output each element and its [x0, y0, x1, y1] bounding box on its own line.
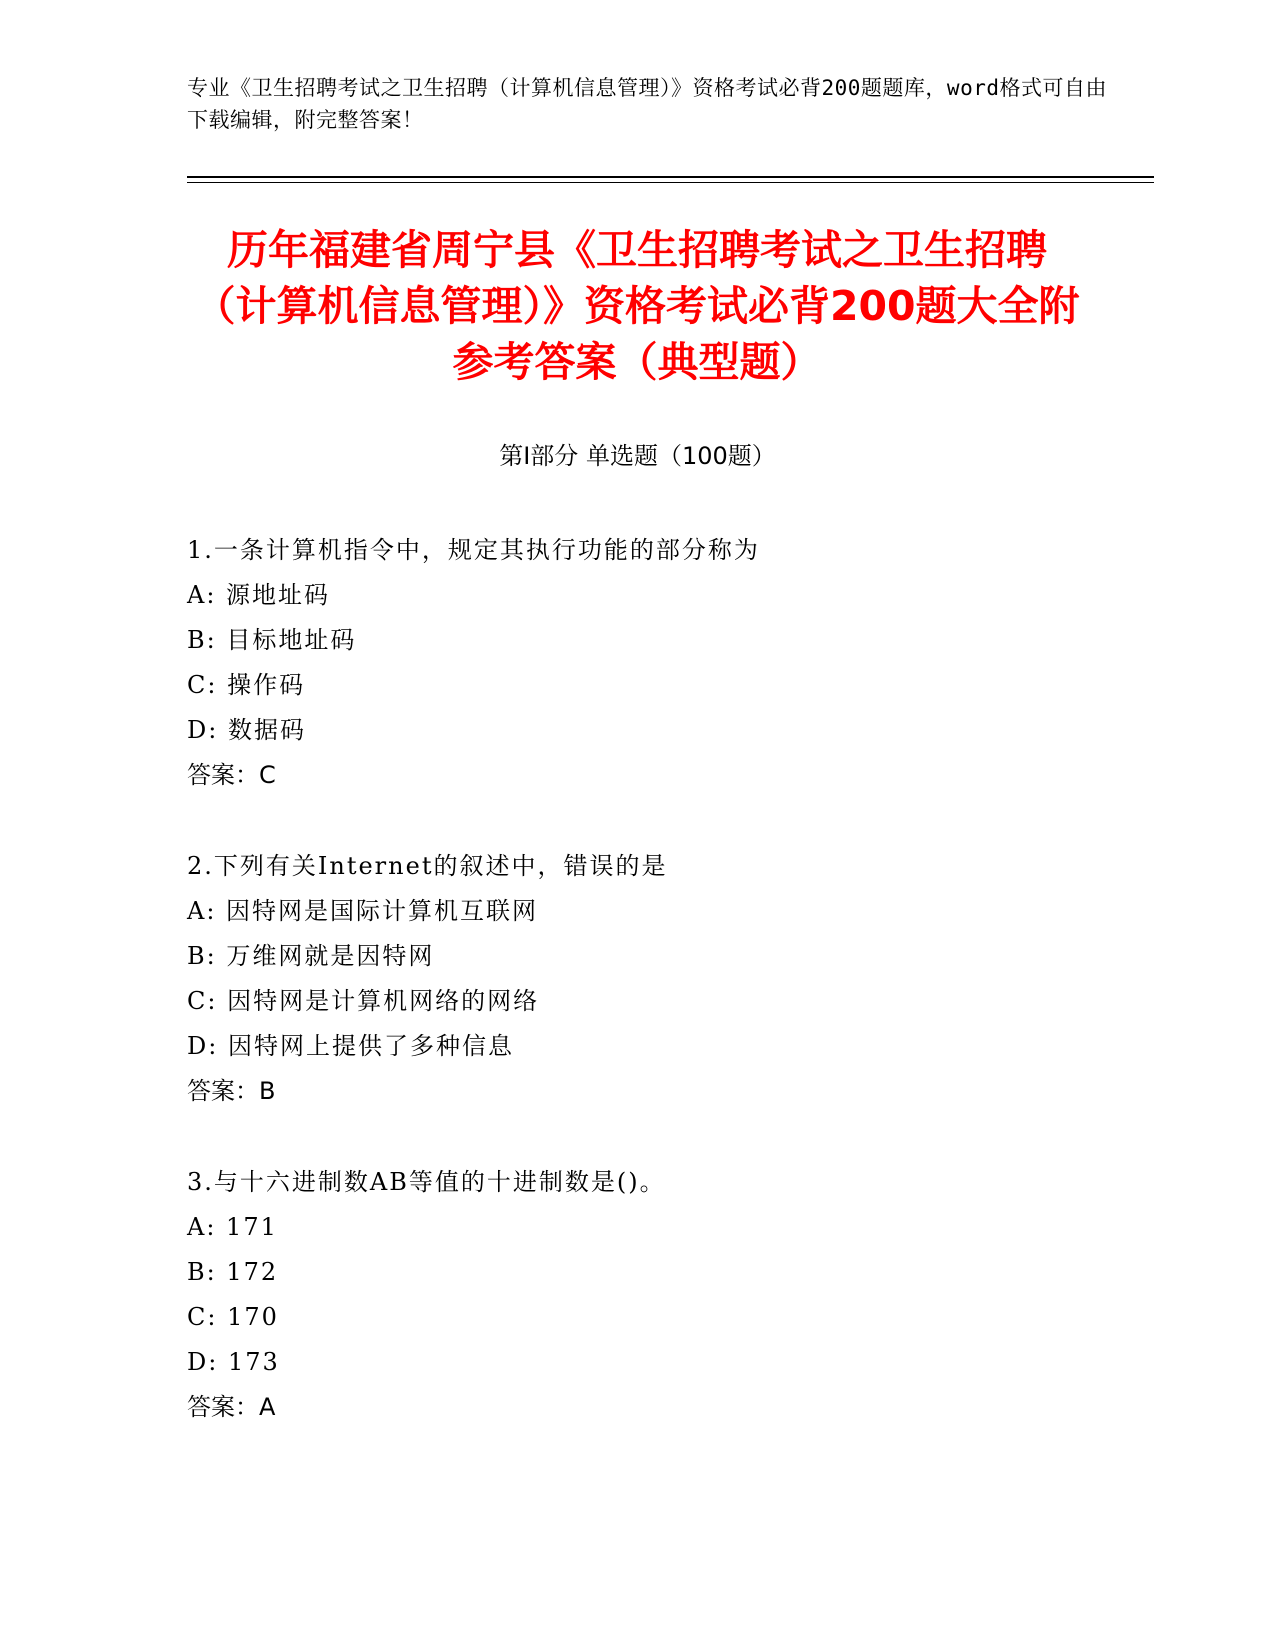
- option-b: B: 万维网就是因特网: [187, 942, 435, 970]
- header-note: 专业《卫生招聘考试之卫生招聘（计算机信息管理）》资格考试必背200题题库，word格式可自由下载编辑，附完整答案！: [187, 76, 1107, 132]
- question-item: [187, 1160, 1137, 1430]
- section-title: 第Ⅰ部分 单选题（100题）: [499, 442, 776, 470]
- question-stem: 2.下列有关Internet的叙述中，错误的是: [187, 852, 668, 880]
- option-a: A: 171: [187, 1213, 278, 1241]
- option-d: D: 因特网上提供了多种信息: [187, 1032, 514, 1060]
- option-d: D: 173: [187, 1348, 280, 1376]
- answer-line: 答案：B: [187, 1077, 276, 1105]
- option-c: C: 操作码: [187, 671, 306, 699]
- answer-line: 答案：A: [187, 1393, 276, 1421]
- option-a: A: 源地址码: [187, 581, 331, 609]
- option-a: A: 因特网是国际计算机互联网: [187, 897, 539, 925]
- answer-line: 答案：C: [187, 761, 276, 789]
- header-divider-thin: [187, 182, 1154, 183]
- question-item: [187, 528, 1137, 798]
- option-c: C: 因特网是计算机网络的网络: [187, 987, 540, 1015]
- question-stem: 3.与十六进制数AB等值的十进制数是()。: [187, 1168, 666, 1196]
- option-c: C: 170: [187, 1303, 279, 1331]
- option-b: B: 172: [187, 1258, 279, 1286]
- option-d: D: 数据码: [187, 716, 306, 744]
- question-list: [187, 528, 1137, 1476]
- document-title: 历年福建省周宁县《卫生招聘考试之卫生招聘（计算机信息管理）》资格考试必背200题大全附参考答案（典型题）: [194, 226, 1080, 386]
- option-b: B: 目标地址码: [187, 626, 357, 654]
- header-divider-thick: [187, 176, 1154, 178]
- question-stem: 1.一条计算机指令中，规定其执行功能的部分称为: [187, 536, 760, 564]
- question-item: [187, 844, 1137, 1114]
